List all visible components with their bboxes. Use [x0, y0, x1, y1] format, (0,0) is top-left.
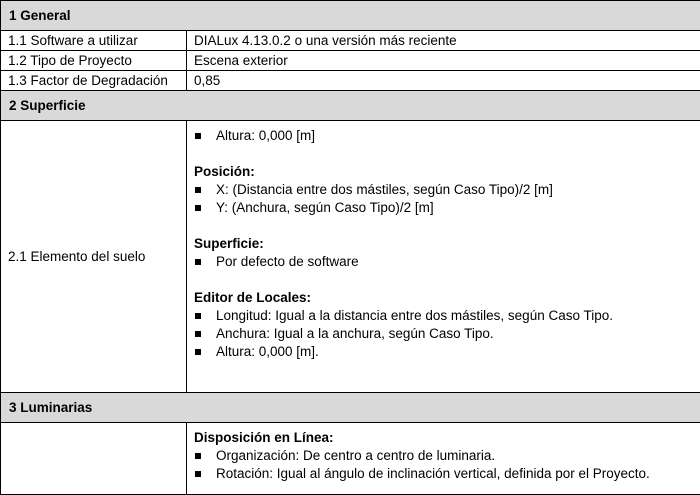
section-header-surface	[1, 91, 700, 121]
subheading-surface: Superficie:	[194, 235, 700, 253]
list-item: Rotación: Igual al ángulo de inclinación vertical, definida por el Proyecto.	[194, 465, 700, 483]
table-row	[1, 71, 700, 91]
section-title: 3 Luminarias	[1, 393, 700, 423]
row-value: DIALux 4.13.0.2 o una versión más reciente	[187, 31, 700, 51]
table-row	[1, 51, 700, 71]
section-header-general	[1, 1, 700, 31]
row-label: 1.2 Tipo de Proyecto	[1, 51, 187, 71]
bullet-list	[194, 127, 700, 145]
list-item: Y: (Anchura, según Caso Tipo)/2 [m]	[194, 199, 700, 217]
row-value: 0,85	[187, 71, 700, 91]
bullet-list	[194, 307, 700, 361]
list-item: Altura: 0,000 [m].	[194, 343, 700, 361]
list-item: Longitud: Igual a la distancia entre dos mástiles, según Caso Tipo.	[194, 307, 700, 325]
row-label: 1.1 Software a utilizar	[1, 31, 187, 51]
row-label: 2.1 Elemento del suelo	[1, 121, 187, 393]
row-value: Escena exterior	[187, 51, 700, 71]
bullet-list	[194, 447, 700, 483]
section-title: 1 General	[1, 1, 700, 31]
row-label	[1, 423, 187, 495]
row-details	[187, 121, 700, 393]
table-row	[1, 31, 700, 51]
bullet-list	[194, 181, 700, 217]
section-title: 2 Superficie	[1, 91, 700, 121]
subheading-editor: Editor de Locales:	[194, 289, 700, 307]
section-header-luminaires	[1, 393, 700, 423]
list-item: X: (Distancia entre dos mástiles, según Caso Tipo)/2 [m]	[194, 181, 700, 199]
list-item: Anchura: Igual a la anchura, según Caso Tipo.	[194, 325, 700, 343]
subheading-layout: Disposición en Línea:	[194, 429, 700, 447]
list-item: Altura: 0,000 [m]	[194, 127, 700, 145]
bullet-list	[194, 253, 700, 271]
list-item: Por defecto de software	[194, 253, 700, 271]
table-row	[1, 423, 700, 495]
list-item: Organización: De centro a centro de luminaria.	[194, 447, 700, 465]
subheading-position: Posición:	[194, 163, 700, 181]
row-details	[187, 423, 700, 495]
table-row	[1, 121, 700, 393]
row-label: 1.3 Factor de Degradación	[1, 71, 187, 91]
